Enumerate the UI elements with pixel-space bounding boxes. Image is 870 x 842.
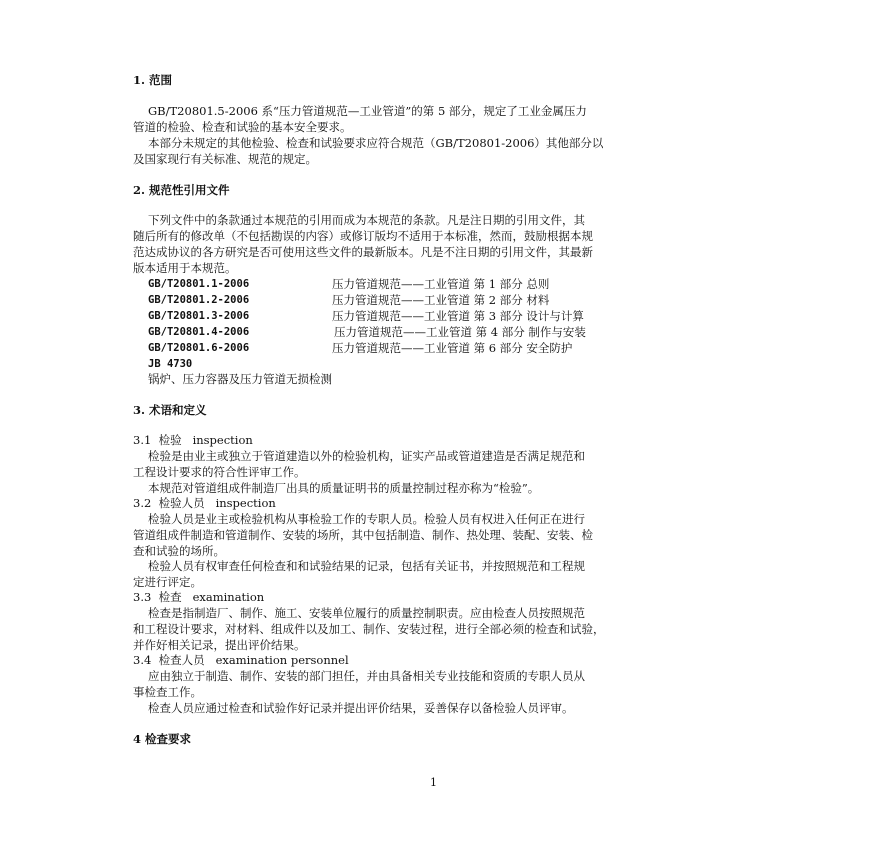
reference-code: GB/T20801.6-2006 [148,342,250,354]
term-3-1-heading [133,432,253,448]
reference-title-jb: 锅炉、压力容器及压力管道无损检测 [148,372,332,386]
term-3-3-heading [133,589,264,605]
reference-code: GB/T20801.1-2006 [148,278,250,290]
reference-code: GB/T20801.4-2006 [148,326,250,338]
reference-title: 压力管道规范——工业管道 第 1 部分 总则 [332,277,550,291]
reference-title: 压力管道规范——工业管道 第 4 部分 制作与安装 [334,325,586,339]
section-2-paragraph-cont-1: 随后所有的修改单（不包括勘误的内容）或修订版均不适用于本标准，然而，鼓励根据本规 [133,229,593,243]
section-4-heading: 4 检查要求 [133,732,192,746]
term-3-2-heading [133,495,276,511]
term-3-2-paragraph-2-cont: 定进行评定。 [133,575,202,589]
term-3-2-paragraph-1: 检验人员是业主或检验机构从事检验工作的专职人员。检验人员有权进入任何正在进行 [148,512,585,526]
reference-code: GB/T20801.3-2006 [148,310,250,322]
term-3-1-paragraph-1-cont: 工程设计要求的符合性评审工作。 [133,465,306,479]
section-2-paragraph: 下列文件中的条款通过本规范的引用而成为本规范的条款。凡是注日期的引用文件，其 [148,213,585,227]
term-3-4-heading [133,652,349,668]
term-3-3-paragraph-1-cont-2: 并作好相关记录，提出评价结果。 [133,638,306,652]
term-3-4-paragraph-2: 检查人员应通过检查和试验作好记录并提出评价结果，妥善保存以备检验人员评审。 [148,701,574,715]
section-1-paragraph-1: GB/T20801.5-2006 系“压力管道规范—工业管道”的第 5 部分，规定了工业金属压力 [148,104,587,118]
section-3-heading: 3. 术语和定义 [133,403,207,417]
term-3-3-paragraph-1-cont-1: 和工程设计要求，对材料、组成件以及加工、制作、安装过程，进行全部必须的检查和试验， [133,622,605,636]
term-3-4-text: 3.4 检查人员 examination personnel [133,653,349,667]
reference-title: 压力管道规范——工业管道 第 2 部分 材料 [332,293,550,307]
section-2-paragraph-cont-3: 版本适用于本规范。 [133,261,237,275]
term-3-2-paragraph-1-cont-1: 管道组成件制造和管道制作、安装的场所，其中包括制造、制作、热处理、装配、安装、检 [133,528,593,542]
term-3-2-paragraph-2: 检验人员有权审查任何检查和和试验结果的记录，包括有关证书，并按照规范和工程规 [148,559,585,573]
term-3-4-paragraph-1-cont: 事检查工作。 [133,685,202,699]
reference-code: GB/T20801.2-2006 [148,294,250,306]
term-3-2-paragraph-1-cont-2: 查和试验的场所。 [133,544,225,558]
reference-code-jb: JB 4730 [148,358,193,370]
term-3-3-text: 3.3 检查 examination [133,590,265,604]
section-1-paragraph-2: 本部分未规定的其他检验、检查和试验要求应符合规范（GB/T20801-2006）其他部分以 [148,136,604,150]
term-3-1-paragraph-1: 检验是由业主或独立于管道建造以外的检验机构，证实产品或管道建造是否满足规范和 [148,449,585,463]
page-number: 1 [430,776,437,789]
section-2-paragraph-cont-2: 范达成协议的各方研究是否可使用这些文件的最新版本。凡是不注日期的引用文件，其最新 [133,245,593,259]
reference-title: 压力管道规范——工业管道 第 3 部分 设计与计算 [332,309,584,323]
section-1-paragraph-1-cont: 管道的检验、检查和试验的基本安全要求。 [133,120,352,134]
term-3-2-text: 3.2 检验人员 inspection [133,496,276,510]
section-2-heading: 2. 规范性引用文件 [133,183,230,197]
section-1-heading: 1. 范围 [133,73,173,87]
term-3-1-text: 3.1 检验 inspection [133,433,253,447]
term-3-3-paragraph-1: 检查是指制造厂、制作、施工、安装单位履行的质量控制职责。应由检查人员按照规范 [148,606,585,620]
term-3-1-paragraph-2: 本规范对管道组成件制造厂出具的质量证明书的质量控制过程亦称为“检验”。 [148,481,540,495]
reference-title: 压力管道规范——工业管道 第 6 部分 安全防护 [332,341,573,355]
term-3-4-paragraph-1: 应由独立于制造、制作、安装的部门担任，并由具备相关专业技能和资质的专职人员从 [148,669,585,683]
section-1-paragraph-2-cont: 及国家现行有关标准、规范的规定。 [133,152,317,166]
